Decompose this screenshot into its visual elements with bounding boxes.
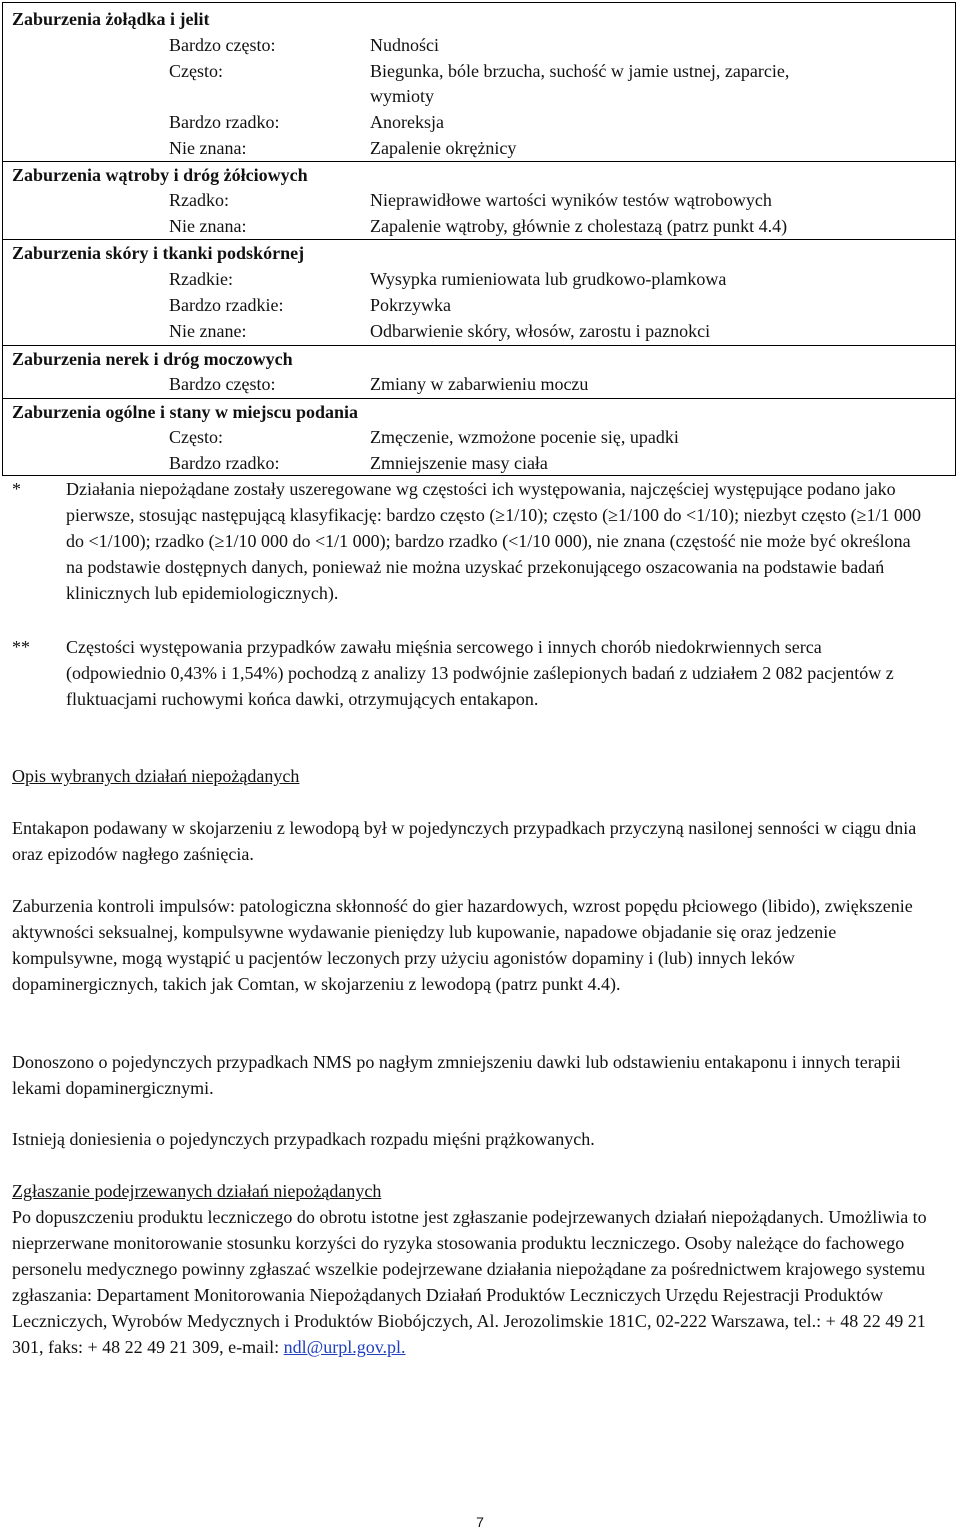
frequency-label: Bardzo rzadko: <box>169 453 280 473</box>
reporting-heading: Zgłaszanie podejrzewanych działań niepożądanych <box>12 1181 382 1201</box>
frequency-label: Często: <box>169 61 223 81</box>
frequency-label: Bardzo rzadkie: <box>169 295 284 315</box>
reaction-description: Zmiany w zabarwieniu moczu <box>370 374 589 394</box>
row-divider <box>3 345 955 346</box>
reporting-paragraph <box>12 1204 942 1360</box>
reaction-description: Nieprawidłowe wartości wyników testów wątrobowych <box>370 190 772 210</box>
footnote-text: Częstości występowania przypadków zawału mięśnia sercowego i innych chorób niedokrwiennych serca (odpowiednio 0,43% i 1,54%) pochodzą z analizy 13 podwójnie zaślepionych badań z udziałem 2 082 pacjentów z fluktuacjami ruchowymi końca dawki, otrzymujących entakapon. <box>66 637 894 709</box>
reaction-description: Zapalenie okrężnicy <box>370 138 517 158</box>
category-heading: Zaburzenia nerek i dróg moczowych <box>12 349 293 369</box>
frequency-label: Rzadko: <box>169 190 229 210</box>
reaction-description: Biegunka, bóle brzucha, suchość w jamie ustnej, zaparcie, <box>370 61 790 81</box>
frequency-label: Nie znane: <box>169 321 247 341</box>
frequency-label: Nie znana: <box>169 138 247 158</box>
category-heading: Zaburzenia ogólne i stany w miejscu podania <box>12 402 359 422</box>
paragraph: Zaburzenia kontroli impulsów: patologiczna skłonność do gier hazardowych, wzrost popędu płciowego (libido), zwiększenie aktywności seksualnej, kompulsywne wydawanie pieniędzy lub kupowanie, napadowe objadanie się oraz jedzenie kompulsywne, mogą wystąpić u pacjentów leczonych przy użyciu agonistów dopaminy i (lub) innych leków dopaminergicznych, takich jak Comtan, w skojarzeniu z lewodopą (patrz punkt 4.4). <box>12 896 913 994</box>
reaction-description: Wysypka rumieniowata lub grudkowo-plamkowa <box>370 269 727 289</box>
reaction-description: Pokrzywka <box>370 295 451 315</box>
reaction-description: Odbarwienie skóry, włosów, zarostu i paznokci <box>370 321 711 341</box>
reaction-description-continued: wymioty <box>370 86 435 106</box>
reaction-description: Zapalenie wątroby, głównie z cholestazą (patrz punkt 4.4) <box>370 216 788 236</box>
section-heading: Opis wybranych działań niepożądanych <box>12 766 300 786</box>
adverse-reactions-table <box>2 2 956 476</box>
frequency-label: Bardzo często: <box>169 374 276 394</box>
reaction-description: Zmęczenie, wzmożone pocenie się, upadki <box>370 427 679 447</box>
paragraph: Donoszono o pojedynczych przypadkach NMS po nagłym zmniejszeniu dawki lub odstawieniu entakaponu i innych terapii lekami dopaminergicznymi. <box>12 1052 901 1098</box>
paragraph: Entakapon podawany w skojarzeniu z lewodopą był w pojedynczych przypadkach przyczyną nasilonej senności w ciągu dnia oraz epizodów nagłego zaśnięcia. <box>12 818 917 864</box>
category-heading: Zaburzenia wątroby i dróg żółciowych <box>12 165 308 185</box>
frequency-label: Często: <box>169 427 223 447</box>
row-divider <box>3 398 955 399</box>
frequency-label: Rzadkie: <box>169 269 233 289</box>
reaction-description: Zmniejszenie masy ciała <box>370 453 548 473</box>
category-heading: Zaburzenia żołądka i jelit <box>12 9 210 29</box>
footnote-text: Działania niepożądane zostały uszeregowane wg częstości ich występowania, najczęściej występujące podano jako pierwsze, stosując następującą klasyfikację: bardzo często (≥1/10); często (≥1/100 do <1/10); niezbyt często (≥1/1 000 do <1/100); rzadko (≥1/10 000 do <1/1 000); bardzo rzadko (<1/10 000), nie znana (częstość nie może być określona na podstawie dostępnych danych, ponieważ nie można uzyskać przekonującego oszacowania na podstawie badań klinicznych lub epidemiologicznych). <box>66 479 922 603</box>
row-divider <box>3 161 955 162</box>
paragraph: Istnieją doniesienia o pojedynczych przypadkach rozpadu mięśni prążkowanych. <box>12 1129 595 1149</box>
reaction-description: Nudności <box>370 35 439 55</box>
row-divider <box>3 239 955 240</box>
reporting-text: Po dopuszczeniu produktu leczniczego do obrotu istotne jest zgłaszanie podejrzewanych działań niepożądanych. Umożliwia to nieprzerwane monitorowanie stosunku korzyści do ryzyka stosowania produktu leczniczego. Osoby należące do fachowego personelu medycznego powinny zgłaszać wszelkie podejrzewane działania niepożądane za pośrednictwem krajowego systemu zgłaszania: Departament Monitorowania Niepożądanych Działań Produktów Leczniczych Urzędu Rejestracji Produktów Leczniczych, Wyrobów Medycznych i Produktów Biobójczych, Al. Jerozolimskie 181C, 02-222 Warszawa, tel.: + 48 22 49 21 301, faks: + 48 22 49 21 309, e-mail: <box>12 1207 927 1357</box>
frequency-label: Nie znana: <box>169 216 247 236</box>
reaction-description: Anoreksja <box>370 112 444 132</box>
footnote-marker: ** <box>12 637 30 657</box>
page-number: 7 <box>476 1514 484 1530</box>
email-link[interactable]: ndl@urpl.gov.pl. <box>283 1337 406 1357</box>
frequency-label: Bardzo rzadko: <box>169 112 280 132</box>
footnote-marker: * <box>12 479 21 499</box>
category-heading: Zaburzenia skóry i tkanki podskórnej <box>12 243 305 263</box>
frequency-label: Bardzo często: <box>169 35 276 55</box>
